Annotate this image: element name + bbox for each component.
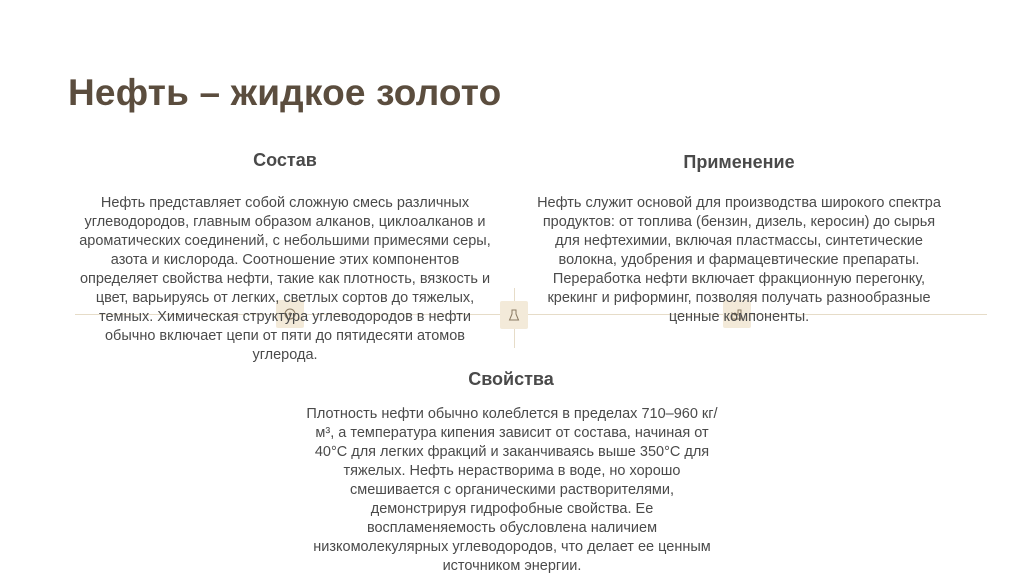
slide-title: Нефть – жидкое золото xyxy=(68,72,502,113)
flask-icon xyxy=(507,308,521,322)
composition-heading: Состав xyxy=(253,150,317,170)
application-heading: Применение xyxy=(683,152,795,172)
properties-text: Плотность нефти обычно колеблется в пределах 710–960 кг/м³, а температура кипения зависит от состава, начиная от 40°С для легких фракций и заканчиваясь выше 350°С для тяжелых. Нефть нерастворима в воде, но хорошо смешивается с органическими растворителями, демонстрируя гидрофобные свойства. Ее воспламеняемость обусловлена наличием низкомолекулярных углеводородов, что делает ее ценным источником энергии. xyxy=(306,406,718,574)
properties-node xyxy=(500,301,528,329)
application-text: Нефть служит основой для производства широкого спектра продуктов: от топлива (бензин, дизель, керосин) до сырья для нефтехимии, включая пластмассы, синтетические волокна, удобрения и фармацевтические препараты. Переработка нефти включает фракционную перегонку, крекинг и риформинг, позволяя получать разнообразные ценные компоненты. xyxy=(537,195,941,325)
properties-heading: Свойства xyxy=(468,369,554,389)
composition-text: Нефть представляет собой сложную смесь различных углеводородов, главным образом алканов, циклоалканов и ароматических соединений, с небольшими примесями серы, азота и кислорода. Соотношение этих компонентов определяет свойства нефти, такие как плотность, вязкость и цвет, варьируясь от легких, светлых сортов до тяжелых, темных. Химическая структура углеводородов в нефти обычно включает цепи от пяти до пятидесяти атомов углерода. xyxy=(79,195,491,363)
